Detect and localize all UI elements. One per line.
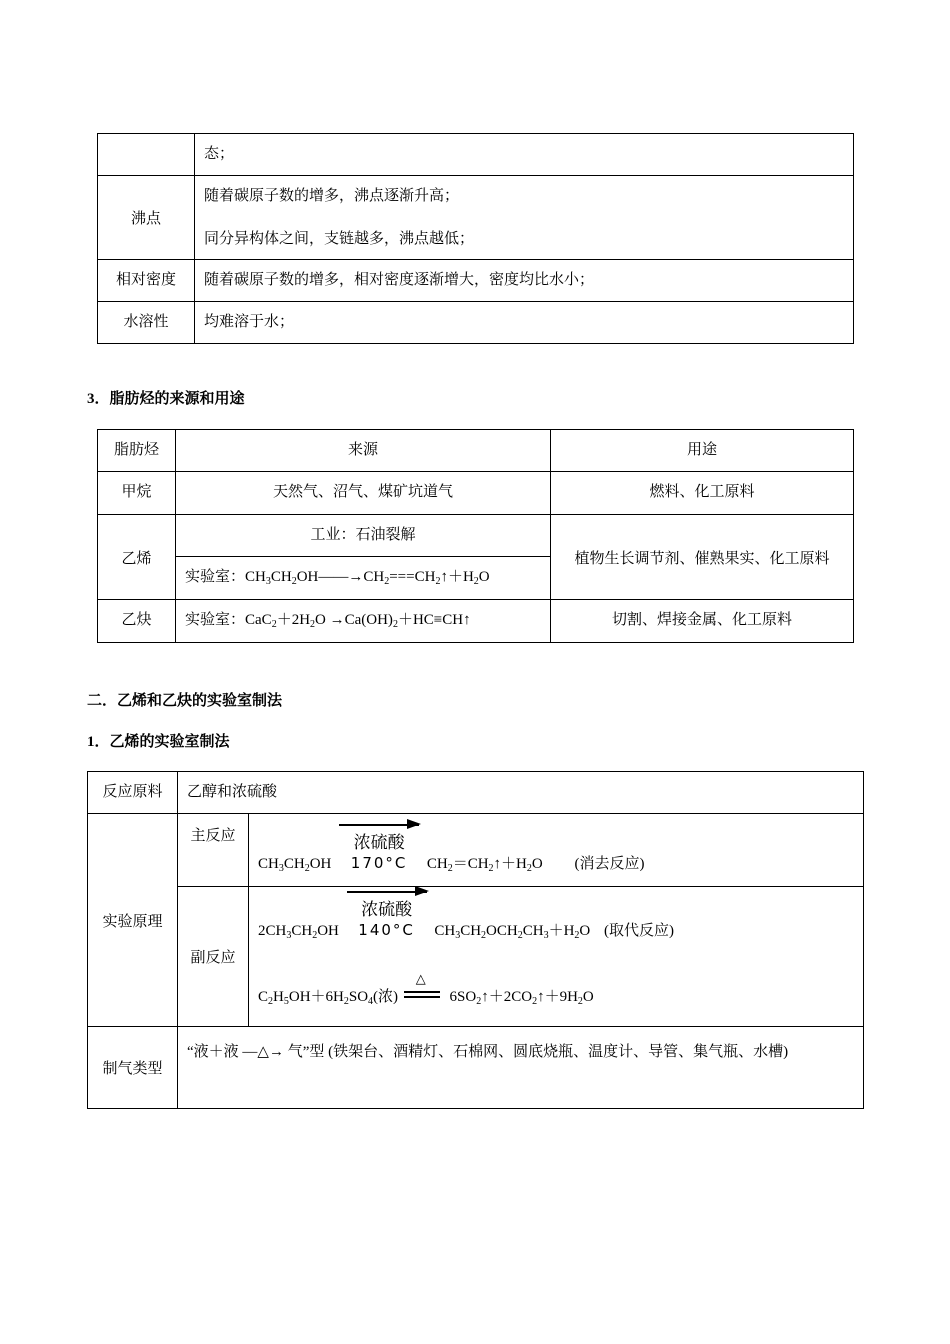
acetylene-lab-equation: $CaC_2+2H_2O$ $\to Ca(OH)_2+HC\equiv CH↑$ (245, 612, 471, 630)
header-hydrocarbon: 脂肪烃 (98, 430, 176, 472)
principle-label: 实验原理 (88, 814, 178, 1027)
section-two-1-heading: 1．乙烯的实验室制法 (87, 734, 230, 750)
side-reaction-label: 副反应 (178, 887, 249, 1027)
header-source: 来源 (176, 430, 551, 472)
ethylene-prep-table (87, 771, 864, 1109)
row-ethylene-use: 植物生长调节剂、催熟果实、化工原料 (551, 515, 854, 600)
section-3-heading: 3．脂肪烃的来源和用途 (87, 391, 245, 407)
gas-type-value: “液＋液 —△→ 气”型 (铁架台、酒精灯、石棉网、圆底烧瓶、温度计、导管、集气瓶、水槽) (178, 1027, 864, 1109)
prop-cell-state: 态； (195, 134, 854, 176)
sources-uses-table (97, 429, 854, 643)
boiling-line-2: 同分异构体之间，支链越多，沸点越低； (204, 231, 475, 247)
row-methane-use: 燃料、化工原料 (551, 472, 854, 515)
row-ethylene-source-lab: 实验室：$CH_3CH_2OH——\to CH_2===CH_2↑+H_2O$ (176, 557, 551, 600)
main-reaction-condition: 浓硫酸 170°C (339, 854, 419, 873)
prop-label-density: 相对密度 (98, 260, 195, 302)
boiling-line-1: 随着碳原子数的增多，沸点逐渐升高； (204, 188, 460, 204)
main-reaction-equation: $CH_3CH_2OH$ 浓硫酸 170°C $CH_2=CH_2↑+H_2O$ (消去反应) (249, 814, 864, 887)
gas-type-label: 制气类型 (88, 1027, 178, 1109)
side-reaction-equations: $2CH_3CH_2OH$ 浓硫酸 140°C $CH_3CH_2OCH_2CH_3+H_2O$ (取代反应) $C_2H_5OH+6H_2SO_4$(浓) △ $6SO_2↑+2CO_2↑+9H_2O$ (249, 887, 864, 1027)
side-reaction-condition: 浓硫酸 140°C (347, 921, 427, 940)
properties-table (97, 133, 854, 344)
prop-label-boiling: 沸点 (98, 176, 195, 260)
row-methane-name: 甲烷 (98, 472, 176, 515)
raw-material-value: 乙醇和浓硫酸 (178, 772, 864, 814)
row-acetylene-source: 实验室：$CaC_2+2H_2O$ $\to Ca(OH)_2+HC\equiv CH↑$ (176, 600, 551, 643)
prop-label-solubility: 水溶性 (98, 302, 195, 344)
heat-double-line-icon: △ (404, 991, 440, 1001)
row-methane-source: 天然气、沼气、煤矿坑道气 (176, 472, 551, 515)
section-two-heading: 二．乙烯和乙炔的实验室制法 (87, 693, 283, 709)
header-use: 用途 (551, 430, 854, 472)
prop-cell-solubility: 均难溶于水； (195, 302, 854, 344)
row-ethylene-source-industry: 工业：石油裂解 (176, 515, 551, 557)
main-reaction-label: 主反应 (178, 814, 249, 887)
prop-cell-boiling (195, 176, 854, 260)
prop-label-cell (98, 134, 195, 176)
ethylene-lab-equation: $CH_3CH_2OH——\to CH_2===CH_2↑+H_2O$ (245, 569, 490, 587)
row-acetylene-use: 切割、焊接金属、化工原料 (551, 600, 854, 643)
row-acetylene-name: 乙炔 (98, 600, 176, 643)
raw-material-label: 反应原料 (88, 772, 178, 814)
prop-cell-density: 随着碳原子数的增多，相对密度逐渐增大，密度均比水小； (195, 260, 854, 302)
row-ethylene-name: 乙烯 (98, 515, 176, 600)
